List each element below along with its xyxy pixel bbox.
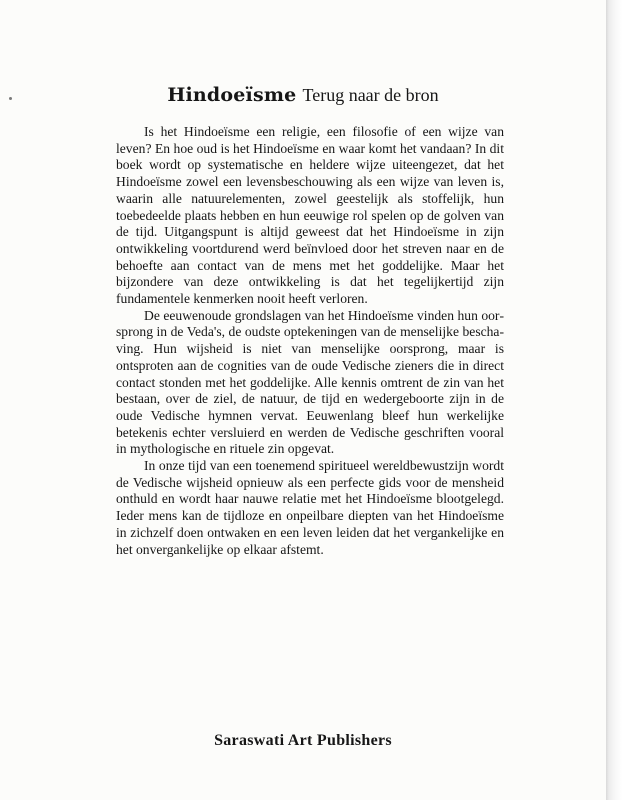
title-subtitle: Terug naar de bron [302, 85, 439, 105]
blurb-paragraph-3: In onze tijd van een toenemend spiritueel wereldbewustzijn wordt de Vedische wijsheid opnieuw als een perfecte gids voor de mensheid onthuld en wordt haar nauwe relatie met het Hindoeïsme blootgelegd. Ieder mens kan de tijdloze en onpeilbare diepten van het Hindoeïsme in zichzelf doen ontwaken en een leven leiden dat het vergankelijke en het onvergankelijke op elkaar afstemt. [116, 458, 504, 557]
publisher-name: Saraswati Art Publishers [214, 732, 392, 749]
book-title [0, 84, 606, 106]
blurb-paragraph-2: De eeuwenoude grondslagen van het Hindoeïsme vinden hun oorsprong in de Veda's, de oudste optekeningen van de menselijke beschaving. Hun wijsheid is niet van menselijke oorsprong, maar is ontsproten aan de cognities van de oude Vedische zieners die in direct contact stonden met het goddelijke. Alle kennis omtrent de zin van het bestaan, over de ziel, de natuur, de tijd en wedergeboorte zijn in de oude Vedische hymnen vervat. Eeuwenlang bleef hun werkelijke betekenis echter versluierd en werden de Vedische geschriften vooral in mythologische en rituele zin opgevat. [116, 307, 504, 457]
blurb-paragraph-1: Is het Hindoeïsme een religie, een filosofie of een wijze van leven? En hoe oud is het Hindoeïsme en waar komt het vandaan? In dit boek wordt op systematische en heldere wijze uiteengezet, dat het Hindoeïsme zowel een levensbeschouwing als een wijze van leven is, waarin alle natuurelementen, zowel geestelijk als stoffelijk, hun toebedeelde plaats hebben en hun eeuwige rol spelen op de golven van de tijd. Uitgangspunt is altijd geweest dat het Hindoeïsme in zijn ontwikkeling voortdurend werd beïnvloed door het streven naar en de behoefte aan contact van de mens met het goddelijke. Maar het bijzondere van deze ontwikkeling is dat het tegelijkertijd zijn fundamentele kenmerken nooit heeft verloren. [116, 124, 504, 307]
page-edge [606, 0, 622, 800]
title-main: Hindoeïsme [167, 84, 297, 106]
blurb-text [116, 124, 504, 558]
